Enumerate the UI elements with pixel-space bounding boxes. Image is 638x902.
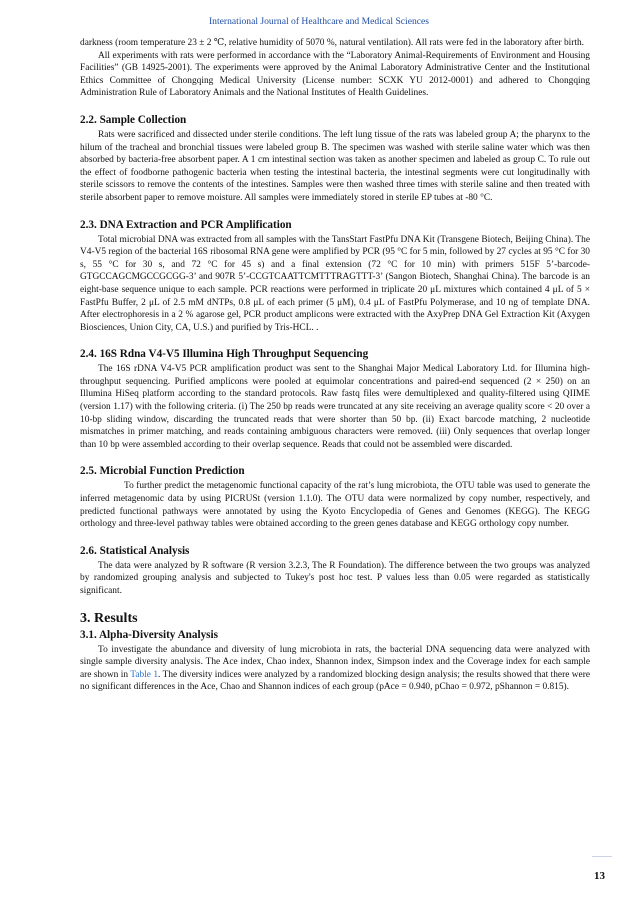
section-heading-2-2: 2.2. Sample Collection <box>80 113 187 126</box>
section-heading-3: 3. Results <box>80 610 138 626</box>
alpha-diversity-text-a: To investigate the abundance and diversity of lung microbiota in rats, the bacterial DNA sequencing data were analyzed with single sample diversity analysis. The Ace index, Chao index, Shannon index, Simpson index and the Coverage index for each sample are shown in <box>80 644 590 680</box>
journal-header: International Journal of Healthcare and Medical Sciences <box>208 16 430 27</box>
paragraph-dna-extraction: Total microbial DNA was extracted from all samples with the TansStart FastPfu DNA Kit (Transgene Biotech, Beijing China). The V4-V5 region of the bacterial 16S ribosomal RNA gene were amplified by PCR (95 °C for 5 min, followed by 27 cycles at 95 °C for 30 s, 55 °C for 30 s, and 72 °C for 45 s) and a final extension (72 °C for 10 min) with primers 515F 5’-barcode-GTGCCAGCMGCCGCGG-3’ and 907R 5’-CCGTCAATTCMTTTRAGTTT-3’ (Sangon Biotech, Shanghai China). The barcode is an eight-base sequence unique to each sample. PCR reactions were performed in triplicate 20 μL mixtures which contained 4 μL of 5 × FastPfu Buffer, 2 μL of 2.5 mM dNTPs, 0.8 μL of each primer (5 μM), 0.4 μL of FastPfu Polymerase, and 10 ng of template DNA. After electrophoresis in a 2 % agarose gel, PCR product amplicons were extracted with the AxyPrep DNA Gel Extraction Kit (Axygen Biosciences, Union City, CA, U.S.) and purified by Tris-HCL. . <box>80 234 590 333</box>
article-body <box>80 37 590 694</box>
paragraph-sequencing: The 16S rDNA V4-V5 PCR amplification product was sent to the Shanghai Major Medical Laboratory Ltd. for Illumina high-throughput sequencing. Purified amplicons were pooled at equimolar concentrations and paired-end sequenced (2 × 250) on an Illumina HiSeq platform according to the standard protocols. Raw fastq files were demultiplexed and quality-filtered using QIIME (version 1.17) with the following criteria. (i) The 250 bp reads were truncated at any site receiving an average quality score < 20 over a 10-bp sliding window, discarding the truncated reads that were shorter than 50 bp. (ii) Exact barcode matching, 2 nucleotide mismatches in primer matching, and reads containing ambiguous characters were removed. (iii) Only sequences that overlap longer than 10 bp were assembled according to their overlap sequence. Reads that could not be assembled were discarded. <box>80 364 590 450</box>
alpha-diversity-text-b: . The diversity indices were analyzed by a randomized blocking design analysis; the results showed that there were no significant differences in the Ace, Chao and Shannon indices of each group (pAce = 0.940, pChao = 0.972, pShannon = 0.815). <box>80 669 590 693</box>
paragraph-intro-2: All experiments with rats were performed in accordance with the “Laboratory Animal-Requirements of Environment and Housing Facilities” (GB 14925-2001). The experiments were approved by the Animal Laboratory Administrative Center and the Institutional Ethics Committee of Chongqing Medical University (License number: SCXK YU 2012-0001) and adhered to Chongqing Administration Rule of Laboratory Animals and the National Institutes of Health Guidelines. <box>80 50 590 99</box>
section-heading-3-1: 3.1. Alpha-Diversity Analysis <box>80 628 218 641</box>
section-heading-2-6: 2.6. Statistical Analysis <box>80 544 190 557</box>
table-1-link[interactable]: Table 1 <box>130 669 159 680</box>
paragraph-function-prediction: To further predict the metagenomic functional capacity of the rat’s lung microbiota, the OTU table was used to generate the inferred metagenomic data by using PICRUSt (version 1.1.0). The OTU data were normalized by copy number, respectively, and predicted functional pathways were annotated by using the Kyoto Encyclopedia of Genes and Genomes (KEGG). The KEGG orthology and three-level pathway tables were obtained according to the green genes database and KEGG orthology copy number. <box>80 481 590 530</box>
section-heading-2-5: 2.5. Microbial Function Prediction <box>80 465 245 478</box>
footer-divider <box>592 856 612 857</box>
section-heading-2-3: 2.3. DNA Extraction and PCR Amplification <box>80 218 292 231</box>
paragraph-alpha-diversity <box>80 644 590 694</box>
paragraph-intro-1: darkness (room temperature 23 ± 2 ℃, relative humidity of 5070 %, natural ventilation). All rats were fed in the laboratory after birth. <box>80 38 585 48</box>
page-number: 13 <box>594 870 605 882</box>
section-heading-2-4: 2.4. 16S Rdna V4-V5 Illumina High Throughput Sequencing <box>80 348 369 361</box>
paragraph-statistical-analysis: The data were analyzed by R software (R version 3.2.3, The R Foundation). The difference between the two groups was analyzed by randomized grouping analysis and subjected to Tukey's post hoc test. P values less than 0.05 were regarded as statistically significant. <box>80 560 590 596</box>
paragraph-sample-collection: Rats were sacrificed and dissected under sterile conditions. The left lung tissue of the rats was labeled group A; the pharynx to the hilum of the tracheal and bronchial tissues were labeled group B. The specimen was washed with sterile saline water which was then absorbed by bacteria-free absorbent paper. A 1 cm intestinal section was taken as another specimen and labeled as group C. To rule out the effect of foodborne pathogenic bacteria when testing the intestinal bacteria, the intestinal segments were cut longitudinally with sterile scissors to remove the contents of the intestines. Samples were then washed three times with sterile saline and then treated with sterile absorbent paper to remove moisture. All samples were immediately stored in sterile EP tubes at -80 °C. <box>80 129 590 203</box>
